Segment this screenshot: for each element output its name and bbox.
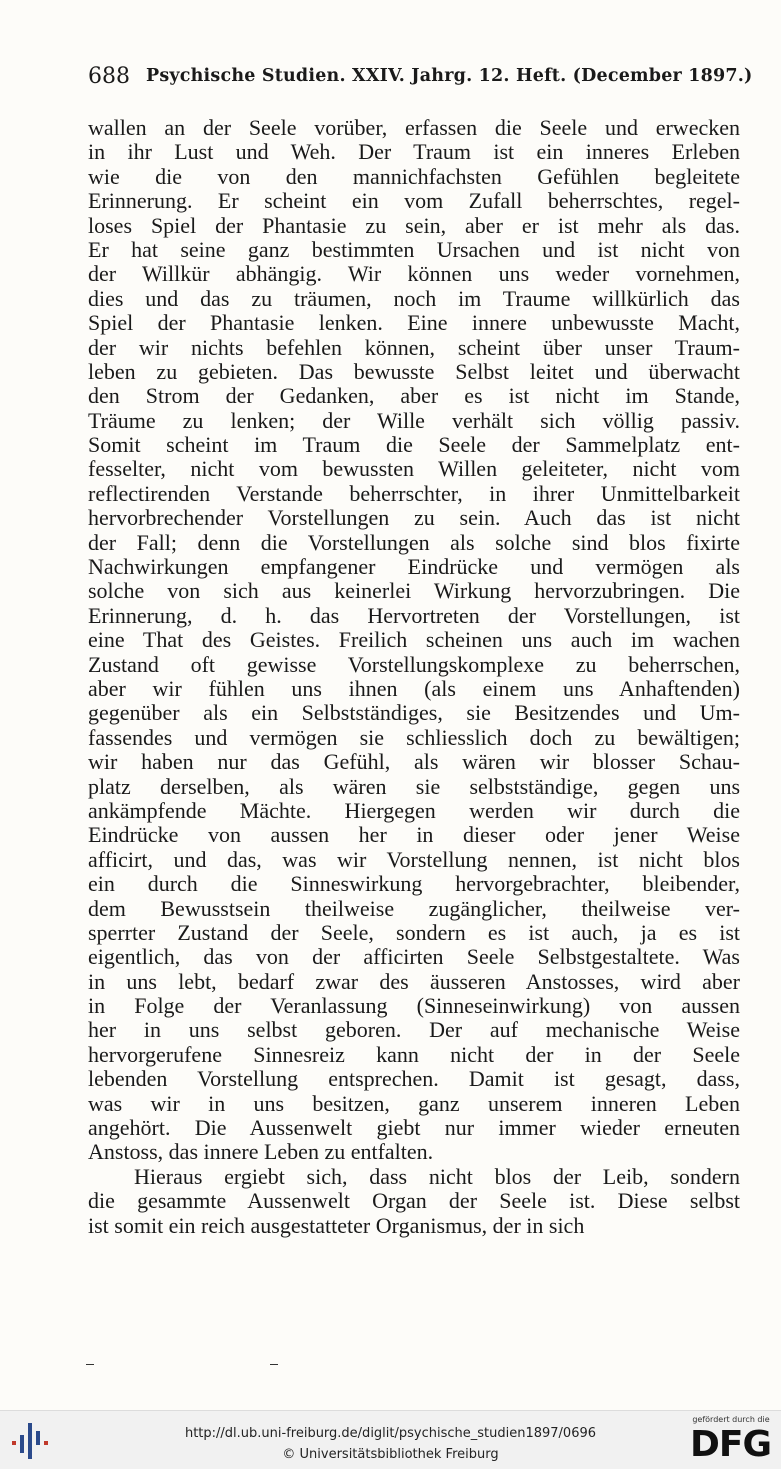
text-line: wie die von den mannichfachsten Gefühlen begleitete — [88, 163, 740, 189]
text-line: Hieraus ergiebt sich, dass nicht blos der Leib, sondern — [134, 1163, 740, 1189]
text-line: afficirt, und das, was wir Vorstellung nennen, ist nicht blos — [88, 846, 740, 872]
text-line: fesselter, nicht vom bewussten Willen geleiteter, nicht vom — [88, 456, 740, 482]
page-number: 688 — [88, 64, 130, 89]
text-line: Erinnerung. Er scheint ein vom Zufall beherrschtes, regel- — [88, 188, 740, 214]
text-line: der Fall; denn die Vorstellungen als solche sind blos fixirte — [88, 529, 740, 555]
text-line: was wir in uns besitzen, ganz unserem inneren Leben — [88, 1090, 740, 1116]
copyright-notice: © Universitätsbibliothek Freiburg — [282, 1447, 499, 1462]
text-line: eine That des Geistes. Freilich scheinen uns auch im wachen — [88, 627, 740, 653]
text-line: her in uns selbst geboren. Der auf mechanische Weise — [88, 1017, 740, 1043]
text-line: lebenden Vorstellung entsprechen. Damit ist gesagt, dass, — [88, 1066, 740, 1092]
text-line: den Strom der Gedanken, aber es ist nicht im Stande, — [88, 383, 740, 409]
text-line: hervorgerufene Sinnesreiz kann nicht der in der Seele — [88, 1041, 740, 1067]
text-line: gegenüber als ein Selbstständiges, sie Besitzendes und Um- — [88, 700, 740, 726]
text-line: Somit scheint im Traum die Seele der Sammelplatz ent- — [88, 432, 740, 458]
text-line: ist somit ein reich ausgestatteter Organismus, der in sich — [88, 1212, 585, 1238]
body-text — [88, 116, 740, 1238]
footnote-dash-left — [86, 1364, 94, 1365]
running-title: Psychische Studien. XXIV. Jahrg. 12. Heft. (December 1897.) — [146, 66, 753, 86]
text-line: aber wir fühlen uns ihnen (als einem uns Anhaftenden) — [88, 675, 740, 701]
text-line: in ihr Lust und Weh. Der Traum ist ein inneres Erleben — [88, 139, 740, 165]
text-line: Träume zu lenken; der Wille verhält sich völlig passiv. — [88, 407, 740, 433]
dfg-logo — [684, 1415, 778, 1467]
text-line: Anstoss, das innere Leben zu entfalten. — [88, 1139, 434, 1165]
text-line: ankämpfende Mächte. Hiergegen werden wir durch die — [88, 797, 740, 823]
text-line: eigentlich, das von der afficirten Seele Selbstgestaltete. Was — [88, 944, 740, 970]
text-line: loses Spiel der Phantasie zu sein, aber er ist mehr als das. — [88, 212, 740, 238]
viewer-footer — [0, 1410, 781, 1469]
text-line: Eindrücke von aussen her in dieser oder jener Weise — [88, 822, 740, 848]
text-line: dies und das zu träumen, noch im Traume willkürlich das — [88, 285, 740, 311]
text-line: ein durch die Sinneswirkung hervorgebrachter, bleibender, — [88, 871, 740, 897]
footnote-dash-right — [270, 1364, 278, 1365]
text-line: wir haben nur das Gefühl, als wären wir blosser Schau- — [88, 749, 740, 775]
dfg-logo-icon: DFG — [690, 1424, 772, 1465]
text-line: dem Bewusstsein theilweise zugänglicher, theilweise ver- — [88, 895, 740, 921]
text-line: sperrter Zustand der Seele, sondern es ist auch, ja es ist — [88, 919, 740, 945]
text-line: die gesammte Aussenwelt Organ der Seele ist. Diese selbst — [88, 1188, 740, 1214]
page-header — [88, 60, 753, 94]
text-line: Erinnerung, d. h. das Hervortreten der Vorstellungen, ist — [88, 602, 740, 628]
text-line: Nachwirkungen empfangener Eindrücke und vermögen als — [88, 554, 740, 580]
text-line: leben zu gebieten. Das bewusste Selbst leitet und überwacht — [88, 358, 740, 384]
source-url-link[interactable]: http://dl.ub.uni-freiburg.de/diglit/psychische_studien1897/0696 — [184, 1426, 597, 1441]
text-line: wallen an der Seele vorüber, erfassen die Seele und erwecken — [88, 115, 740, 140]
text-line: in Folge der Veranlassung (Sinneseinwirkung) von aussen — [88, 993, 740, 1019]
text-line: platz derselben, als wären sie selbstständige, gegen uns — [88, 773, 740, 799]
text-line: der Willkür abhängig. Wir können uns weder vornehmen, — [88, 261, 740, 287]
funding-caption: gefördert durch die — [692, 1415, 770, 1424]
text-line: hervorbrechender Vorstellungen zu sein. Auch das ist nicht — [88, 505, 740, 531]
text-line: Er hat seine ganz bestimmten Ursachen und ist nicht von — [88, 236, 740, 262]
text-line: der wir nichts befehlen können, scheint über unser Traum- — [88, 334, 740, 360]
text-line: fassendes und vermögen sie schliesslich doch zu bewältigen; — [88, 724, 740, 750]
text-line: solche von sich aus keinerlei Wirkung hervorzubringen. Die — [88, 578, 740, 604]
text-line: Zustand oft gewisse Vorstellungskomplexe zu beherrschen, — [88, 651, 740, 677]
text-line: Spiel der Phantasie lenken. Eine innere unbewusste Macht, — [88, 310, 740, 336]
text-line: angehört. Die Aussenwelt giebt nur immer wieder erneuten — [88, 1115, 740, 1141]
text-line: in uns lebt, bedarf zwar des äusseren Anstosses, wird aber — [88, 968, 740, 994]
text-line: reflectirenden Verstande beherrschter, in ihrer Unmittelbarkeit — [88, 480, 740, 506]
